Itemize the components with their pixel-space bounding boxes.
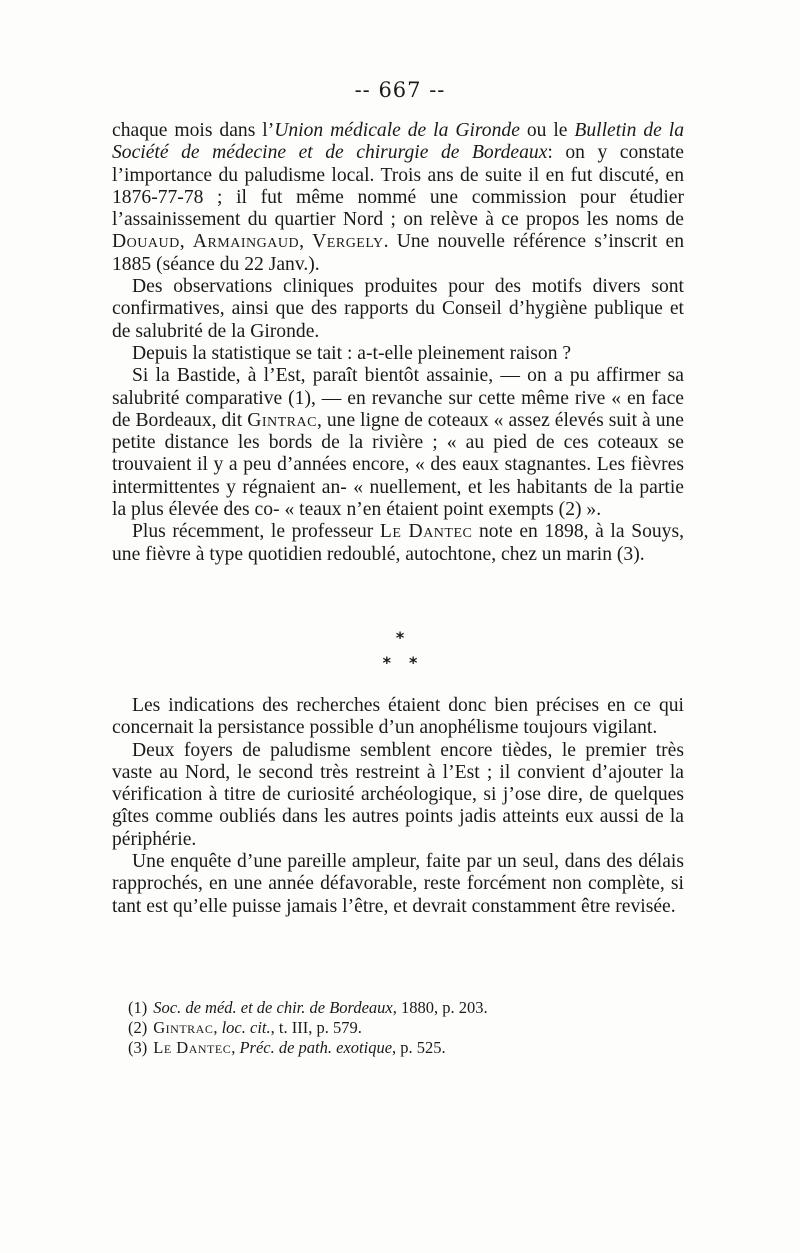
paragraph-5: [112, 521, 684, 566]
paragraph-4: [112, 365, 684, 521]
footnote-author: Le Dantec: [153, 1038, 232, 1057]
asterism-bottom: [0, 654, 800, 672]
footnote-text: , p. 525.: [392, 1038, 446, 1057]
paragraph-3: Depuis la statistique se tait : a-t-elle pleinement raison ?: [132, 342, 572, 364]
author-name: Le Dantec: [379, 521, 473, 543]
text-block-top: [112, 120, 684, 566]
asterisk-icon: *: [382, 653, 391, 672]
footnote-title: Soc. de méd. et de chir. de Bordeaux: [153, 998, 393, 1017]
author-name: Armaingaud: [192, 231, 300, 253]
author-name: Vergely: [312, 231, 384, 253]
footnote-3: [128, 1038, 688, 1058]
page-number: -- 667 --: [354, 78, 446, 102]
asterisk-icon: *: [395, 628, 405, 647]
text-run: ,: [179, 231, 193, 253]
footnote-text: , 1880, p. 203.: [392, 998, 488, 1017]
footnote-text: ,: [231, 1038, 240, 1057]
footnote-text: , t. III, p. 579.: [270, 1018, 362, 1037]
text-run: : on y constate l’importance du paludisme local. Trois ans de suite il en fut discuté, en 1876-77-78 ; il fut même nommé une commission pour étudier l’assainissement du quartier Nord ; on relève à ce propos les noms de: [112, 142, 684, 231]
footnote-title: Préc. de path. exotique: [239, 1038, 393, 1057]
asterisk-icon: *: [409, 653, 418, 672]
footnote-1: [128, 998, 688, 1018]
footnote-mark: (2): [128, 1018, 148, 1037]
text-run: , une ligne de coteaux « assez élevés suit à une petite distance les bords de la rivière ; « au pied de ces coteaux se trouvaient il y a peu d’années encore, « des eaux stagnantes. Les fièvres intermittentes y régnaient an- « nuellement, et les habitants de la partie la plus élevée des co- « teaux n’en étaient point exempts (2) ».: [112, 409, 684, 521]
paragraph-2: Des observations cliniques produites pour des motifs divers sont confirmatives, ainsi que des rapports du Conseil d’hygiène publique et de salubrité de la Gironde.: [112, 276, 684, 342]
text-run: ou le: [519, 120, 575, 141]
footnote-text: ,: [213, 1018, 222, 1037]
paragraph-7: Deux foyers de paludisme semblent encore tièdes, le premier très vaste au Nord, le second très restreint à l’Est ; il convient d’ajouter la vérification à titre de curiosité archéologique, si j’ose dire, de quelques gîtes comme oubliés dans les autres points jadis atteints eux aussi de la périphérie.: [112, 739, 684, 850]
author-name: Gintrac: [247, 409, 317, 431]
asterism-top: [0, 629, 800, 647]
footnote-2: [128, 1018, 688, 1038]
paragraph-1: [112, 120, 684, 276]
text-run: ,: [299, 231, 313, 253]
author-name: Douaud: [112, 231, 180, 253]
text-run: Si la Bastide, à l’Est, paraît bientôt assainie, — on a pu affirmer sa salubrité comparative (1), — en revanche sur cette même rive « en face de Bordeaux, dit: [112, 365, 684, 431]
text-run: Plus récemment, le professeur: [132, 521, 380, 543]
text-block-bottom: [112, 695, 684, 918]
journal-title: Union médicale de la Gironde: [274, 120, 520, 141]
footnotes: [128, 998, 688, 1058]
paragraph-8: Une enquête d’une pareille ampleur, faite par un seul, dans des délais rapprochés, en une année défavorable, reste forcément non complète, si tant est qu’elle puisse jamais l’être, et devrait constamment être revisée.: [112, 851, 684, 917]
footnote-author: Gintrac: [153, 1018, 214, 1037]
text-run: chaque mois dans l’: [112, 120, 275, 141]
text-run: note en 1898, à la Souys, une fièvre à type quotidien redoublé, autochtone, chez un marin (3).: [112, 521, 684, 565]
footnote-mark: (3): [128, 1038, 148, 1057]
footnote-mark: (1): [128, 998, 148, 1017]
journal-title: Bulletin de la Société de médecine et de chirurgie de Bordeaux: [112, 120, 684, 164]
text-run: . Une nouvelle référence s’inscrit en 1885 (séance du 22 Janv.).: [112, 231, 685, 275]
footnote-title: loc. cit.: [221, 1018, 271, 1037]
paragraph-6: Les indications des recherches étaient donc bien précises en ce qui concernait la persistance possible d’un anophélisme toujours vigilant.: [112, 695, 684, 739]
